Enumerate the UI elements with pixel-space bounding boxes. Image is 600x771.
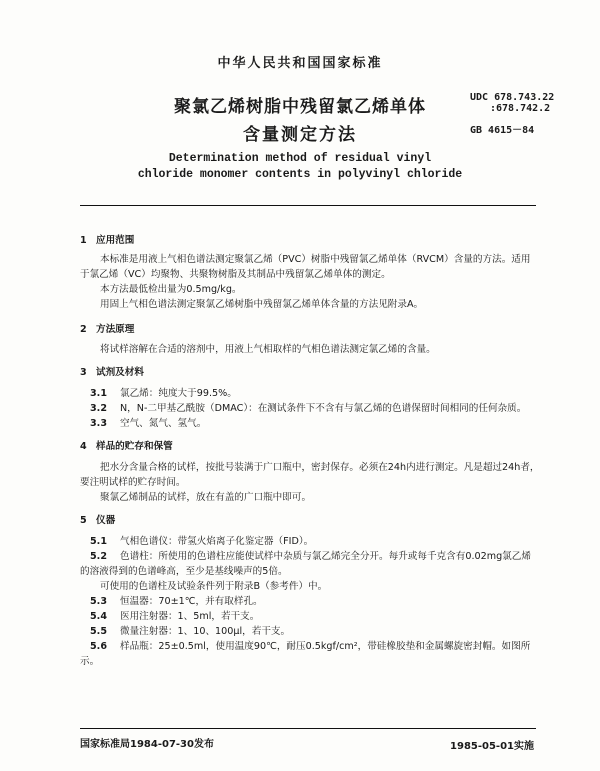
list-item: 3.1 氯乙烯：纯度大于99.5%。 bbox=[90, 388, 237, 399]
top-rule bbox=[80, 205, 536, 206]
section-4-heading: 4 样品的贮存和保管 bbox=[80, 441, 173, 452]
title-line-1: 聚氯乙烯树脂中残留氯乙烯单体 bbox=[174, 97, 426, 117]
bottom-rule bbox=[80, 728, 536, 729]
title-line-2: 含量测定方法 bbox=[243, 125, 357, 145]
paragraph: 本标准是用液上气相色谱法测定聚氯乙烯（PVC）树脂中残留氯乙烯单体（RVCM）含量的方法。适用于氯乙烯（VC）均聚物、共聚物树脂及其制品中残留氯乙烯单体的测定。 bbox=[80, 254, 531, 280]
paragraph: 用固上气相色谱法测定聚氯乙烯树脂中残留氯乙烯单体含量的方法见附录A。 bbox=[100, 299, 424, 310]
list-item: 3.3 空气、氮气、氢气。 bbox=[90, 418, 207, 429]
section-1-heading: 1 应用范围 bbox=[80, 235, 135, 246]
list-item: 5.4 医用注射器：1、5ml，若干支。 bbox=[90, 611, 260, 622]
english-title-line-1: Determination method of residual vinyl bbox=[168, 152, 432, 165]
paragraph: 可使用的色谱柱及试验条件列于附录B（参考件）中。 bbox=[100, 581, 328, 592]
body-text bbox=[80, 233, 540, 669]
paragraph: 将试样溶解在合适的溶剂中，用液上气相取样的气相色谱法测定氯乙烯的含量。 bbox=[100, 344, 436, 355]
list-item: 5.1 气相色谱仪：带氢火焰离子化鉴定器（FID）。 bbox=[90, 536, 314, 547]
standard-header: 中华人民共和国国家标准 bbox=[217, 56, 383, 71]
paragraph: 本方法最低检出量为0.5mg/kg。 bbox=[100, 284, 242, 295]
section-2-heading: 2 方法原理 bbox=[80, 324, 135, 335]
effective-date: 1985-05-01实施 bbox=[450, 741, 534, 752]
gb-code: GB 4615－84 bbox=[470, 125, 535, 136]
udc-line-1: UDC 678.743.22 bbox=[470, 92, 555, 103]
paragraph: 把水分含量合格的试样，按批号装满于广口瓶中，密封保存。必须在24h内进行测定。凡是超过24h者，要注明试样的贮存时间。 bbox=[80, 462, 540, 488]
issue-date: 国家标准局1984-07-30发布 bbox=[80, 739, 214, 750]
udc-code bbox=[470, 92, 554, 114]
english-title-line-2: chloride monomer contents in polyvinyl chloride bbox=[137, 168, 463, 181]
list-item: 5.2 色谱柱：所使用的色谱柱应能使试样中杂质与氯乙烯完全分开。每升或每千克含有0.02mg氯乙烯的溶液得到的色谱峰高，至少是基线噪声的5倍。 bbox=[80, 551, 531, 577]
paragraph: 聚氯乙烯制品的试样，放在有盖的广口瓶中即可。 bbox=[100, 492, 312, 503]
section-3-heading: 3 试剂及材料 bbox=[80, 367, 144, 378]
udc-line-2: :678.742.2 bbox=[490, 103, 551, 114]
list-item: 5.6 样品瓶：25±0.5ml，使用温度90℃，耐压0.5kgf/cm²，带硅橡胶垫和金属螺旋密封帽。如图所示。 bbox=[80, 641, 531, 667]
list-item: 5.3 恒温器：70±1℃，并有取样孔。 bbox=[90, 596, 263, 607]
section-5-heading: 5 仪器 bbox=[80, 515, 116, 526]
list-item: 3.2 N，N-二甲基乙酰胺（DMAC）：在测试条件下不含有与氯乙烯的色谱保留时间相同的任何杂质。 bbox=[90, 403, 527, 414]
list-item: 5.5 微量注射器：1、10、100μl，若干支。 bbox=[90, 626, 291, 637]
